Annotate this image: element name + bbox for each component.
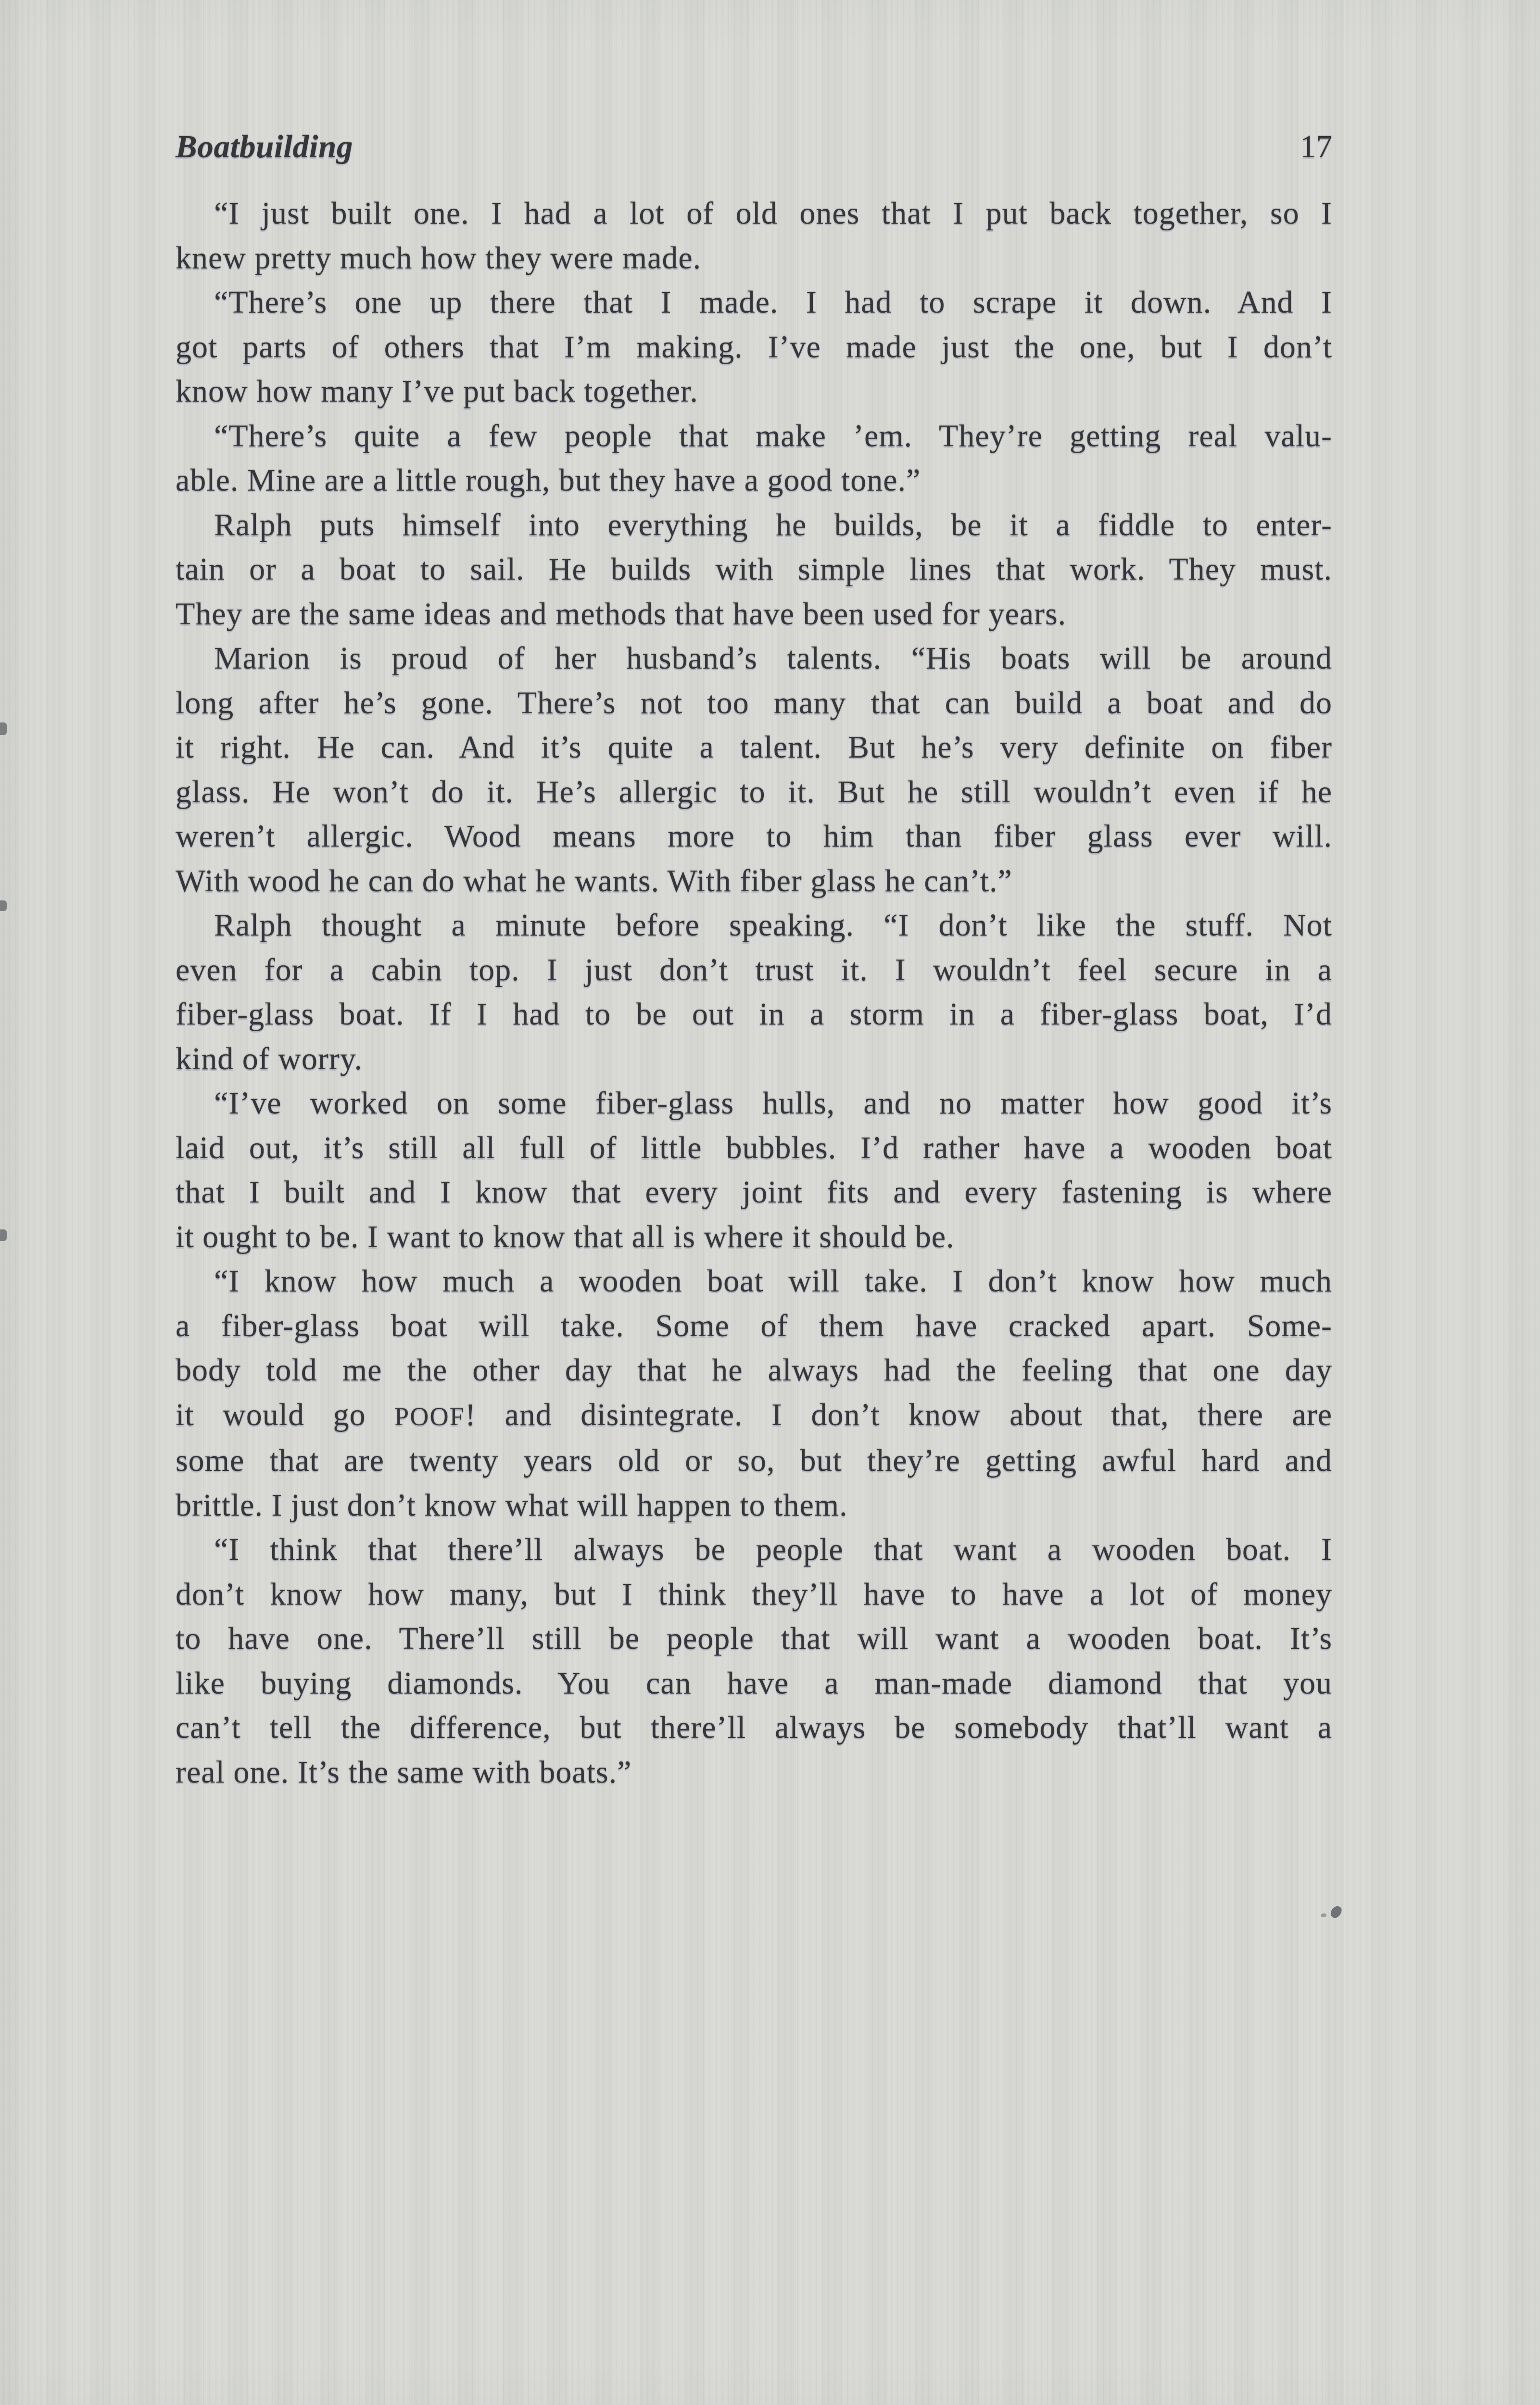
text-line: brittle. I just don’t know what will happen to them. xyxy=(176,1487,848,1523)
text-line: kind of worry. xyxy=(176,1041,363,1076)
text-line: to have one. There’ll still be people that will want a wooden boat. It’s xyxy=(176,1621,1332,1656)
paragraph xyxy=(176,503,1332,637)
smallcaps-poof: POOF xyxy=(394,1402,466,1431)
paragraph xyxy=(176,636,1332,903)
text-line: knew pretty much how they were made. xyxy=(176,240,702,276)
text-line: that I built and I know that every joint fits and every fastening is where xyxy=(176,1175,1332,1210)
text-line: got parts of others that I’m making. I’ve made just the one, but I don’t xyxy=(176,329,1332,365)
scan-edge-mark xyxy=(0,900,7,911)
text-line: “I know how much a wooden boat will take. I don’t know how much xyxy=(214,1264,1332,1299)
text-line: don’t know how many, but I think they’ll have to have a lot of money xyxy=(176,1576,1332,1612)
ink-speck xyxy=(1329,1904,1343,1920)
text-line: it right. He can. And it’s quite a talent. But he’s very definite on fiber xyxy=(176,730,1332,765)
scan-edge-mark xyxy=(0,722,7,735)
text-line: With wood he can do what he wants. With fiber glass he can’t.” xyxy=(176,863,1012,899)
paragraph xyxy=(176,1528,1332,1795)
scan-edge-mark xyxy=(0,1229,7,1241)
text-line: tain or a boat to sail. He builds with simple lines that work. They must. xyxy=(176,552,1332,587)
text-line: know how many I’ve put back together. xyxy=(176,374,698,409)
running-head xyxy=(176,129,1332,165)
text-line: “There’s quite a few people that make ’em. They’re getting real valu- xyxy=(214,418,1332,454)
text-line: laid out, it’s still all full of little bubbles. I’d rather have a wooden boat xyxy=(176,1130,1332,1165)
text-line: able. Mine are a little rough, but they have a good tone.” xyxy=(176,463,921,498)
paragraph xyxy=(176,1259,1332,1528)
ink-speck xyxy=(1321,1913,1326,1917)
paragraph xyxy=(176,191,1332,280)
text-line: can’t tell the difference, but there’ll always be somebody that’ll want a xyxy=(176,1710,1332,1745)
text-line: some that are twenty years old or so, but they’re getting awful hard and xyxy=(176,1443,1332,1478)
paragraph xyxy=(176,1081,1332,1259)
page-number: 17 xyxy=(1300,129,1332,165)
page-content xyxy=(176,129,1332,1795)
text-line: it would go POOF! and disintegrate. I don’t know about that, there are xyxy=(176,1397,1332,1432)
text-line: glass. He won’t do it. He’s allergic to it. But he still wouldn’t even if he xyxy=(176,774,1332,810)
text-line: Marion is proud of her husband’s talents. “His boats will be around xyxy=(214,641,1332,676)
text-line: real one. It’s the same with boats.” xyxy=(176,1754,632,1790)
paragraph xyxy=(176,903,1332,1081)
text-line: “I just built one. I had a lot of old ones that I put back together, so I xyxy=(214,196,1332,231)
text-line: “I’ve worked on some fiber-glass hulls, and no matter how good it’s xyxy=(214,1086,1332,1121)
text-line: body told me the other day that he always had the feeling that one day xyxy=(176,1353,1332,1388)
text-line: Ralph puts himself into everything he builds, be it a fiddle to enter- xyxy=(214,507,1332,543)
text-line: a fiber-glass boat will take. Some of them have cracked apart. Some- xyxy=(176,1308,1332,1343)
paragraph xyxy=(176,414,1332,503)
running-head-title: Boatbuilding xyxy=(176,129,353,165)
paragraph xyxy=(176,280,1332,414)
text-line: it ought to be. I want to know that all is where it should be. xyxy=(176,1219,955,1254)
body-text xyxy=(176,191,1332,1795)
text-line: “I think that there’ll always be people that want a wooden boat. I xyxy=(214,1532,1332,1567)
text-line: even for a cabin top. I just don’t trust it. I wouldn’t feel secure in a xyxy=(176,952,1332,987)
text-line: fiber-glass boat. If I had to be out in a storm in a fiber-glass boat, I’d xyxy=(176,997,1332,1032)
text-line: long after he’s gone. There’s not too many that can build a boat and do xyxy=(176,685,1332,721)
text-line: Ralph thought a minute before speaking. “I don’t like the stuff. Not xyxy=(214,908,1332,943)
text-line: like buying diamonds. You can have a man-made diamond that you xyxy=(176,1665,1332,1701)
text-line: “There’s one up there that I made. I had to scrape it down. And I xyxy=(214,285,1332,320)
text-line: weren’t allergic. Wood means more to him than fiber glass ever will. xyxy=(176,819,1332,854)
text-line: They are the same ideas and methods that have been used for years. xyxy=(176,596,1067,632)
